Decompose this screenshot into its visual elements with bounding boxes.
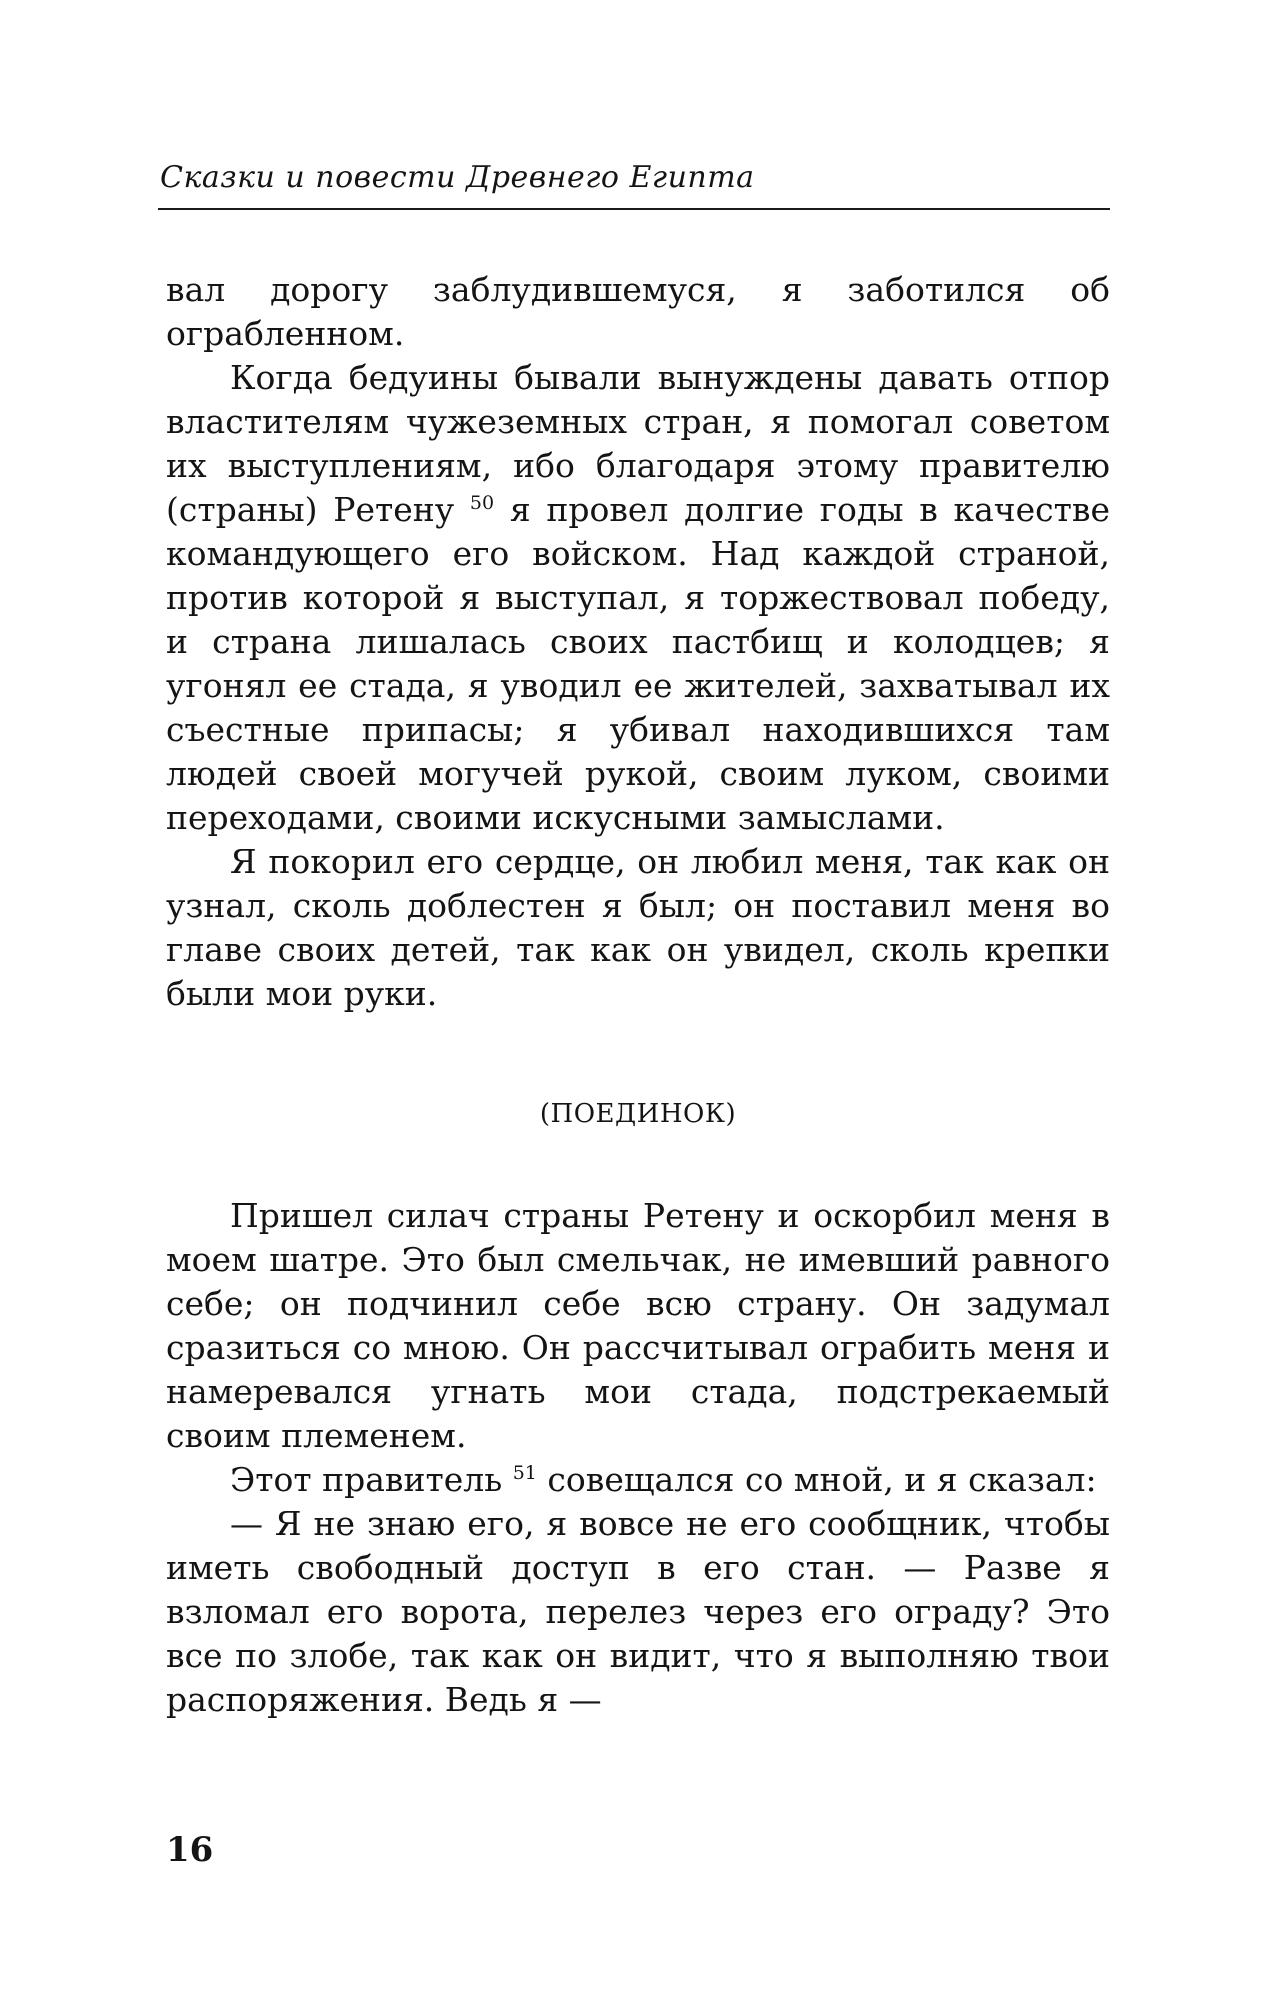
footnote-ref-51: 51 — [512, 1462, 537, 1484]
section-title: (ПОЕДИНОК) — [539, 1099, 737, 1129]
paragraph-5-text-b: совещался со мной, и я сказал: — [547, 1460, 1097, 1499]
paragraph-3: Я покорил его сердце, он любил меня, так как он узнал, сколь доблестен я был; он поставил меня во главе своих детей, так как он увидел, сколь крепки были мои руки. — [166, 842, 1110, 1013]
paragraph-6: — Я не знаю его, я вовсе не его сообщник, чтобы иметь свободный доступ в его стан. — Разве я взломал его ворота, перелез через его ограду? Это все по злобе, так как он видит, что я выполняю твои распоряжения. Ведь я — — [166, 1504, 1110, 1719]
paragraph-2-text-b: я провел долгие годы в качестве командующего его войском. Над каждой страной, против которой я выступал, я торжествовал победу, и страна лишалась своих пастбищ и колодцев; я угонял ее стада, я уводил ее жителей, захватывал их съестные припасы; я убивал находившихся там людей своей могучей рукой, своим луком, своими переходами, своими искусными замыслами. — [166, 490, 1110, 837]
footnote-ref-50: 50 — [469, 492, 495, 514]
paragraph-1: вал дорогу заблудившемуся, я заботился об ограбленном. — [166, 270, 1110, 353]
paragraph-5 — [166, 1458, 1110, 1502]
paragraph-2 — [166, 356, 1110, 840]
running-title: Сказки и повести Древнего Египта — [160, 160, 755, 195]
paragraph-4: Пришел силач страны Ретену и оскорбил меня в моем шатре. Это был смельчак, не имевший равного себе; он подчинил себе всю страну. Он задумал сразиться со мною. Он рассчитывал ограбить меня и намеревался угнать мои стада, подстрекаемый своим племенем. — [166, 1196, 1110, 1455]
header-rule — [158, 208, 1110, 210]
page-number: 16 — [166, 1830, 214, 1870]
paragraph-5-text-a: Этот правитель — [230, 1460, 503, 1499]
main-text — [166, 268, 1110, 1722]
paragraph-2-text-a: Когда бедуины бывали вынуждены давать отпор властителям чужеземных стран, я помогал советом их выступлениям, ибо благодаря этому правителю (страны) Ретену — [166, 358, 1110, 529]
